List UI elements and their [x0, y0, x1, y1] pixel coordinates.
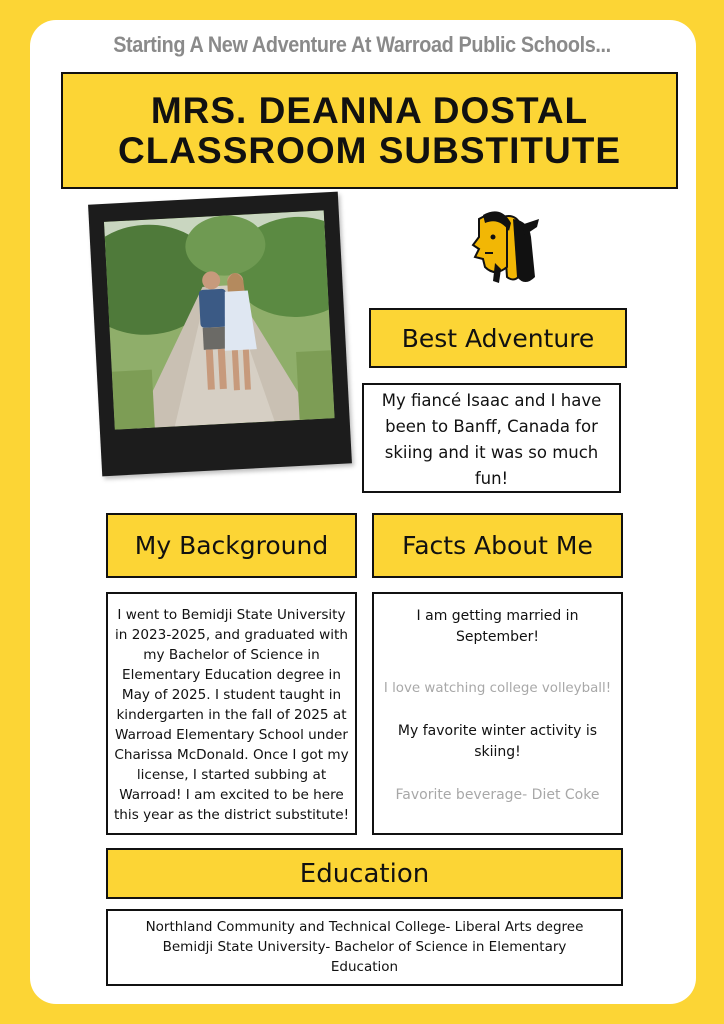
fact-item: My favorite winter activity is skiing! [397, 723, 598, 760]
facts-heading: Facts About Me [372, 513, 623, 578]
education-line: Northland Community and Technical College- Liberal Arts degree [145, 919, 584, 935]
fact-item: I am getting married in September! [416, 608, 579, 645]
background-heading: My Background [106, 513, 357, 578]
title-role: CLASSROOM SUBSTITUTE [117, 129, 622, 171]
best-adventure-text: My fiancé Isaac and I have been to Banff, Canada for skiing and it was so much fun! [362, 383, 621, 493]
fact-item: Favorite beverage- Diet Coke [395, 787, 600, 803]
photo-illustration [104, 210, 335, 429]
title-banner [61, 72, 678, 189]
best-adventure-heading: Best Adventure [369, 308, 627, 368]
tagline: Starting A New Adventure At Warroad Public Schools... [113, 32, 611, 57]
polaroid-frame [88, 192, 352, 477]
education-text [106, 909, 623, 986]
warrior-head-logo-icon [455, 207, 543, 289]
facts-list [372, 592, 623, 835]
fact-item: I love watching college volleyball! [383, 681, 612, 696]
couple-photo [104, 210, 335, 429]
background-text: I went to Bemidji State University in 2023-2025, and graduated with my Bachelor of Science in Elementary Education degree in May of 2025. I student taught in kindergarten in the fall of 2025 at Warroad Elementary School under Charissa McDonald. Once I got my license, I started subbing at Warroad! I am excited to be here this year as the district substitute! [106, 592, 357, 835]
title-name: MRS. DEANNA DOSTAL [150, 89, 589, 131]
education-heading: Education [106, 848, 623, 899]
education-line: Bemidji State University- Bachelor of Science in Elementary Education [162, 939, 567, 975]
